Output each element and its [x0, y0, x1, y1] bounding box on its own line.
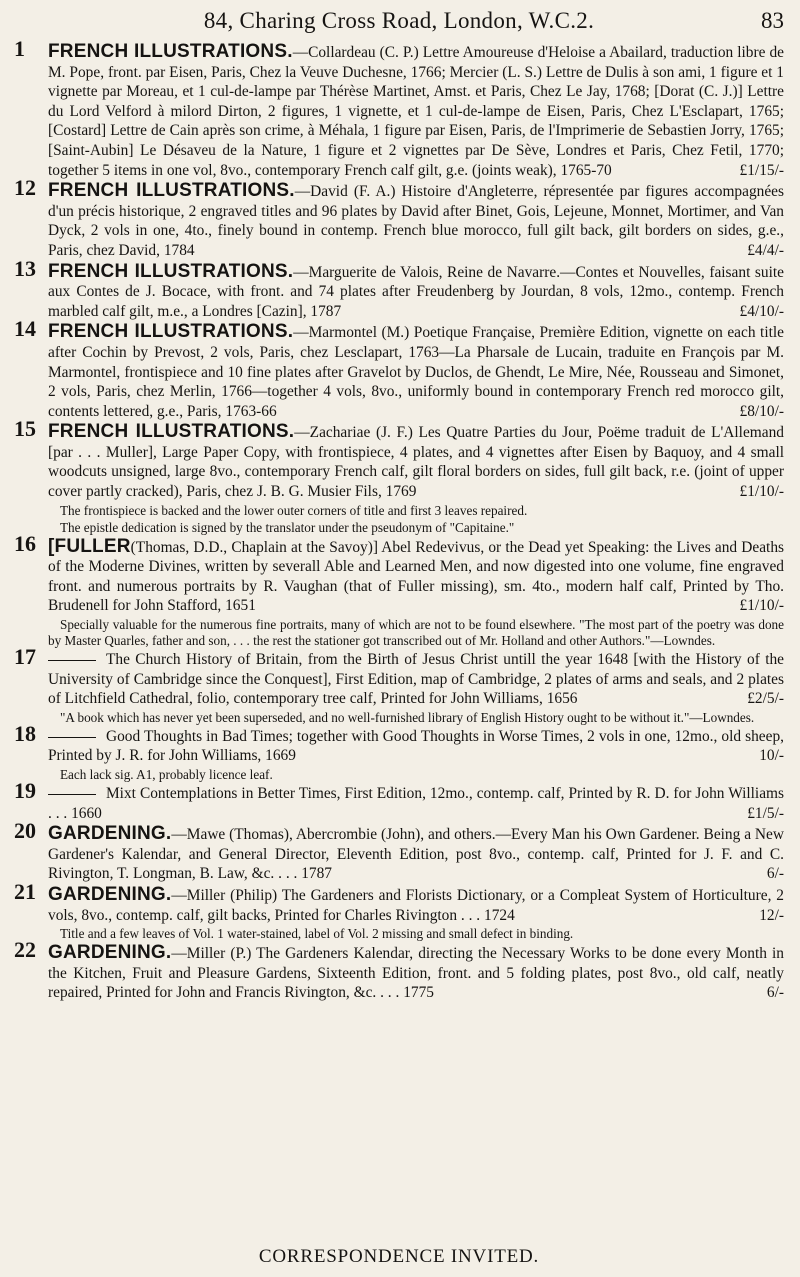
header-address: 84, Charing Cross Road, London, W.C.2.: [203, 8, 595, 33]
entry-number: 1: [14, 36, 25, 61]
entry-price: £1/10/-: [739, 597, 784, 615]
catalogue-entry: [14, 255, 784, 322]
entry-price: £4/10/-: [739, 302, 784, 320]
catalogue-entry: [14, 530, 784, 649]
entry-number: 20: [14, 818, 36, 844]
ditto-rule: [48, 660, 96, 661]
running-header: [14, 6, 784, 40]
entry-body: —Mawe (Thomas), Abercrombie (John), and others.—Every Man his Own Gardener. Being a New Gardener's Kalendar, and General Director, Eleventh Edition, post 8vo., contemp. calf, Printed for J. F. and C. Rivington, T. Longman, B. Law, &c. . . . 1787: [48, 826, 784, 883]
entry-description: [48, 727, 784, 766]
entry-note: The epistle dedication is signed by the translator under the pseudonym of "Capitaine.": [60, 519, 515, 535]
entry-number: 16: [14, 530, 36, 556]
entry-heading: FRENCH ILLUSTRATIONS.: [48, 321, 294, 343]
entry-description: [48, 262, 784, 322]
entry-body: —Collardeau (C. P.) Lettre Amoureuse d'Heloise a Abailard, traduction libre de M. Pope, front. par Eisen, Paris, Chez la Veuve Duchesne, 1766; Mercier (L. S.) Lettre de Dulis à son ami, 1 figure et 1 vignette par Moreau, et 1 cul-de-lampe par Thérèse Martinet, Amst. et Paris, Chez Le Jay, 1768; [Dorat (C. J.)] Lettre du Lord Velford à milord Dirton, 2 figures, 1 vignette, et 1 cul-de-lampe de Eisen, Paris, Chez L'Esclapart, 1765; [Costard] Lettre de Cain après son crime, à Méhala, 1 figure par Eisen, Paris, de l'Imprimerie de Sebastien Jorry, 1765; [Saint-Aubin] Le Désaveu de la Nature, 1 figure et 2 vignettes par De Sève, Londres et Paris, Chez Fetil, 1770; together 5 items in one vol, 8vo., contemporary French calf gilt, g.e. (joints weak), 1765-70: [48, 44, 784, 179]
entry-body: —Miller (P.) The Gardeners Kalendar, directing the Necessary Works to be done every Month in the Kitchen, Fruit and Pleasure Gardens, Sixteenth Edition, front. and 5 folding plates, post 8vo., old calf, neatly repaired, Printed for John and Francis Rivington, &c. . . . 1775: [48, 945, 784, 1002]
entry-note: Title and a few leaves of Vol. 1 water-stained, label of Vol. 2 missing and small defect in binding.: [60, 926, 574, 942]
entry-note: The frontispiece is backed and the lower outer corners of title and first 3 leaves repaired.: [60, 502, 528, 518]
entry-number: 17: [14, 644, 36, 670]
entry-heading: FRENCH ILLUSTRATIONS.: [48, 421, 295, 443]
entry-number: 15: [14, 416, 36, 442]
entry-heading: GARDENING.: [48, 883, 172, 905]
entry-number: 12: [14, 175, 36, 201]
catalogue-entry: [14, 937, 784, 1003]
catalogue-entry: [14, 36, 784, 180]
entry-description: [48, 181, 784, 260]
entry-note: Each lack sig. A1, probably licence leaf.: [60, 767, 273, 782]
catalogue-entry: [14, 720, 784, 783]
catalogue-page: [14, 0, 792, 1277]
entry-price: £1/5/-: [747, 804, 784, 822]
catalogue-entry: [14, 316, 784, 421]
entry-number: 19: [14, 778, 36, 803]
entry-number: 13: [14, 255, 36, 281]
entry-body: The Church History of Britain, from the Birth of Jesus Christ untill the year 1648 [with the History of the University of Cambridge since the Conquest], First Edition, map of Cambridge, 2 plates of arms and seals, and 2 plates of Litchfield Cathedral, folio, contemporary tree calf, Printed for John Williams, 1656: [48, 651, 784, 708]
entry-heading: [FULLER: [48, 535, 131, 557]
entry-price: 6/-: [766, 865, 784, 883]
page-number: 83: [761, 8, 784, 33]
entry-number: 18: [14, 720, 36, 746]
catalogue-entry: [14, 878, 784, 942]
entry-heading: FRENCH ILLUSTRATIONS.: [48, 180, 295, 202]
entry-body: —Marmontel (M.) Poetique Française, Première Edition, vignette on each title after Cochin by Prevost, 2 vols, Paris, chez Lesclapart, 1763—La Pharsale de Lucain, traduite en François par M. Marmontel, frontispiece and 10 fine plates after Gravelot by Duclos, de Ghendt, Le Mire, Née, Rousseau and Simonet, 2 vols, Paris, chez Merlin, 1766—together 4 vols, 8vo., uniformly bound in contemporary French red morocco gilt, contents lettered, g.e., Paris, 1763-66: [48, 324, 784, 420]
entry-body: —Miller (Philip) The Gardeners and Florists Dictionary, or a Compleat System of Horticulture, 2 vols, 8vo., contemp. calf, gilt backs, Printed for Charles Rivington . . . 1724: [48, 886, 784, 924]
catalogue-entry: [14, 175, 784, 260]
entry-heading: GARDENING.: [48, 942, 172, 964]
entry-price: 12/-: [759, 906, 784, 924]
entry-price: £1/15/-: [739, 161, 784, 179]
entry-price: £1/10/-: [739, 483, 784, 501]
entry-description: [48, 943, 784, 1003]
entry-price: £4/4/-: [747, 241, 784, 259]
entry-number: 14: [14, 316, 36, 342]
entry-number: 22: [14, 937, 36, 963]
entry-body: —Marguerite de Valois, Reine de Navarre.—Contes et Nouvelles, faisant suite aux Contes de J. Bocace, with front. and 74 plates after Freudenberg by Jourdan, 8 vols, 12mo., contemp. French marbled calf gilt, m.e., a Londres [Cazin], 1787: [48, 263, 784, 320]
ditto-rule: [48, 794, 96, 795]
catalogue-entries: [14, 36, 784, 1003]
catalogue-entry: [14, 778, 784, 823]
entry-number: 21: [14, 878, 36, 904]
entry-heading: FRENCH ILLUSTRATIONS.: [48, 41, 293, 62]
entry-price: £2/5/-: [747, 690, 784, 708]
entry-note: "A book which has never yet been superseded, and no well-furnished library of English History ought to be without it."—Lowndes.: [60, 709, 755, 725]
entry-description: [48, 885, 784, 925]
entry-note: Specially valuable for the numerous fine portraits, many of which are not to be found elsewhere. "The most part of the poetry was done by Master Quarles, father and son, . . . the rest the stationer got transcribed out of Mr. Holland and other Authors."—Lowndes.: [48, 617, 784, 649]
entry-description: [48, 422, 784, 501]
entry-body: Mixt Contemplations in Better Times, First Edition, 12mo., contemp. calf, Printed by R. D. for John Williams . . . 1660: [48, 785, 784, 822]
entry-body: Good Thoughts in Bad Times; together with Good Thoughts in Worse Times, 2 vols in one, 12mo., old sheep, Printed by J. R. for John Williams, 1669: [48, 727, 784, 765]
entry-description: [48, 322, 784, 421]
entry-body: —Zachariae (J. F.) Les Quatre Parties du Jour, Poëme traduit de L'Allemand [par . . . Muller], Large Paper Copy, with frontispiece, 4 plates, and 4 vignettes after Eisen by Baquoy, and 4 small woodcuts unsigned, large 8vo., contemporary French calf, gilt floral borders on sides, full gilt back, r.e. (joint of upper cover partly cracked), Paris, chez J. B. G. Musier Fils, 1769: [48, 424, 784, 501]
entry-price: 10/-: [759, 747, 784, 765]
entry-description: [48, 784, 784, 823]
catalogue-entry: [14, 818, 784, 884]
entry-description: [48, 650, 784, 709]
entry-price: £8/10/-: [739, 402, 784, 420]
ditto-rule: [48, 737, 96, 738]
entry-description: [48, 824, 784, 884]
catalogue-entry: [14, 644, 784, 726]
entry-price: 6/-: [766, 984, 784, 1002]
entry-body: —David (F. A.) Histoire d'Angleterre, répresentée par figures accompagnées d'un précis historique, 2 engraved titles and 96 plates by David after Binet, Gois, Lejeune, Monnet, Mortimer, and Van Dyck, 2 vols in one, 4to., finely bound in contemp. French blue morocco, full gilt back, gilt borders on sides, g.e., Paris, chez David, 1784: [48, 183, 784, 259]
entry-description: [48, 42, 784, 180]
entry-description: [48, 537, 784, 616]
entry-heading: FRENCH ILLUSTRATIONS.: [48, 260, 294, 282]
catalogue-entry: [14, 416, 784, 535]
entry-body: (Thomas, D.D., Chaplain at the Savoy)] Abel Redevivus, or the Dead yet Speaking: the Lives and Deaths of the Moderne Divines, written by severall Able and Learned Men, and now digested into one volume, fine engraved front. and numerous portraits by R. Vaughan (that of Fuller missing), sm. 4to., modern half calf, Printed by Tho. Brudenell for John Stafford, 1651: [48, 538, 784, 615]
entry-heading: GARDENING.: [48, 823, 172, 845]
footer-note: CORRESPONDENCE INVITED.: [258, 1246, 540, 1267]
